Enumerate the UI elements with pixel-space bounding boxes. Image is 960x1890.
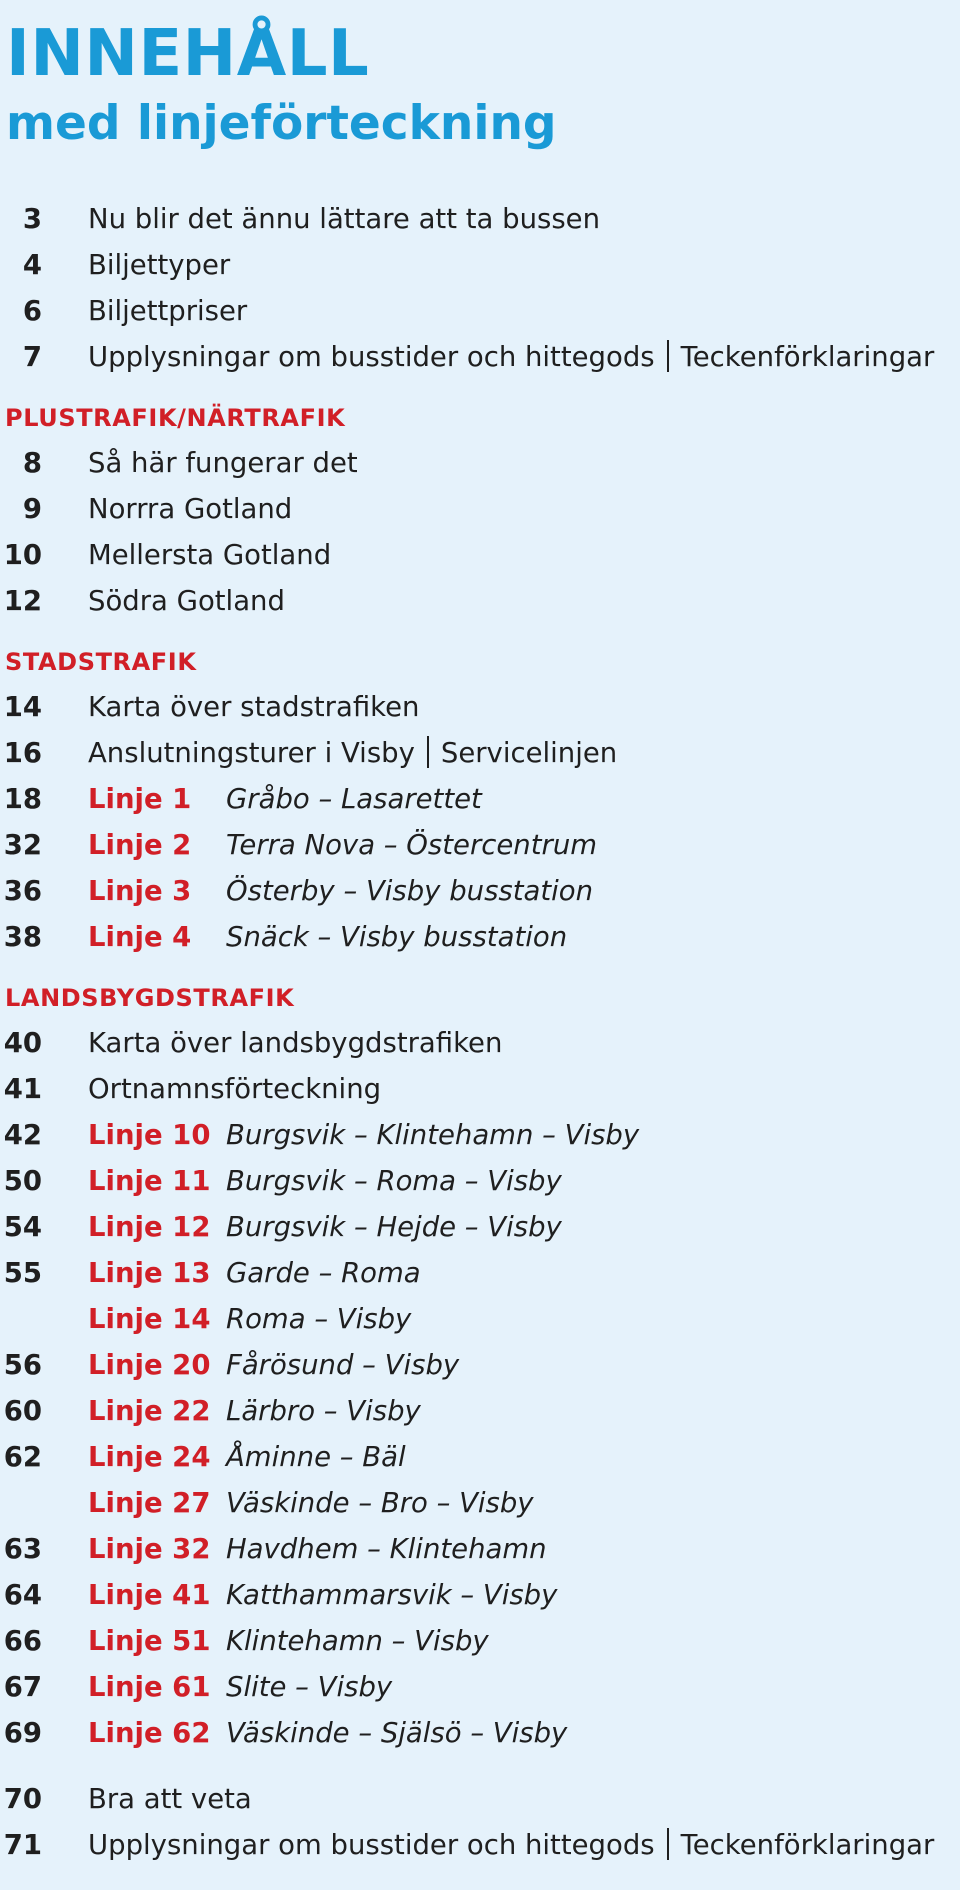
toc-entry[interactable] [0, 684, 960, 730]
route-text: Garde – Roma [226, 1257, 421, 1289]
page-number: 16 [3, 737, 42, 769]
line-label: Linje 2 [88, 829, 192, 861]
separator-bar [667, 1828, 669, 1860]
route-text: Snäck – Visby busstation [226, 921, 568, 953]
toc-entry[interactable] [0, 730, 960, 776]
entry-title: Biljettpriser [88, 295, 248, 327]
toc-line-entry[interactable] [0, 1342, 960, 1388]
page-number: 55 [3, 1257, 42, 1289]
entry-title: Mellersta Gotland [88, 539, 332, 571]
toc-line-entry[interactable] [0, 1664, 960, 1710]
section-heading-stadstrafik: STADSTRAFIK [5, 648, 197, 676]
entry-title: Biljettyper [88, 249, 231, 281]
entry-title: Norrra Gotland [88, 493, 293, 525]
route-text: Lärbro – Visby [226, 1395, 421, 1427]
line-label: Linje 3 [88, 875, 192, 907]
page-number: 66 [3, 1625, 42, 1657]
page-number: 41 [3, 1073, 42, 1105]
line-label: Linje 4 [88, 921, 192, 953]
separator-bar [667, 340, 669, 372]
page-number: 60 [3, 1395, 42, 1427]
toc-line-entry[interactable] [0, 1296, 960, 1342]
entry-title-secondary: Teckenförklaringar [680, 341, 935, 373]
toc-entry[interactable] [0, 1776, 960, 1822]
entry-title-secondary: Servicelinjen [440, 737, 618, 769]
route-text: Burgsvik – Hejde – Visby [226, 1211, 562, 1243]
route-text: Österby – Visby busstation [226, 875, 594, 907]
route-text: Åminne – Bäl [226, 1441, 406, 1473]
page-number: 6 [22, 295, 42, 327]
page-number: 8 [22, 447, 42, 479]
page-number: 71 [3, 1829, 42, 1861]
page-number: 54 [3, 1211, 42, 1243]
line-label: Linje 10 [88, 1119, 211, 1151]
page-number: 38 [3, 921, 42, 953]
entry-title-group [88, 334, 934, 380]
line-label: Linje 12 [88, 1211, 211, 1243]
line-label: Linje 20 [88, 1349, 211, 1381]
toc-entry[interactable] [0, 486, 960, 532]
toc-line-entry[interactable] [0, 914, 960, 960]
toc-entry[interactable] [0, 1066, 960, 1112]
toc-entry[interactable] [0, 440, 960, 486]
toc-entry[interactable] [0, 242, 960, 288]
line-label: Linje 11 [88, 1165, 211, 1197]
toc-entry[interactable] [0, 288, 960, 334]
route-text: Havdhem – Klintehamn [226, 1533, 547, 1565]
page-number: 18 [3, 783, 42, 815]
entry-title: Bra att veta [88, 1783, 252, 1815]
route-text: Terra Nova – Östercentrum [226, 829, 598, 861]
page-number: 10 [3, 539, 42, 571]
table-of-contents [0, 196, 960, 1868]
page-number: 42 [3, 1119, 42, 1151]
route-text: Väskinde – Själsö – Visby [226, 1717, 568, 1749]
toc-line-entry[interactable] [0, 868, 960, 914]
page-number: 67 [3, 1671, 42, 1703]
entry-title: Karta över landsbygdstrafiken [88, 1027, 503, 1059]
route-text: Burgsvik – Klintehamn – Visby [226, 1119, 640, 1151]
page-number: 56 [3, 1349, 42, 1381]
entry-title: Så här fungerar det [88, 447, 358, 479]
section-heading-plustrafik: PLUSTRAFIK/NÄRTRAFIK [5, 404, 346, 432]
toc-line-entry[interactable] [0, 776, 960, 822]
line-label: Linje 24 [88, 1441, 211, 1473]
page-number: 63 [3, 1533, 42, 1565]
route-text: Burgsvik – Roma – Visby [226, 1165, 562, 1197]
toc-entry[interactable] [0, 532, 960, 578]
toc-line-entry[interactable] [0, 1618, 960, 1664]
line-label: Linje 32 [88, 1533, 211, 1565]
line-label: Linje 27 [88, 1487, 211, 1519]
line-label: Linje 41 [88, 1579, 211, 1611]
page-number: 14 [3, 691, 42, 723]
route-text: Gråbo – Lasarettet [226, 783, 482, 815]
line-label: Linje 51 [88, 1625, 211, 1657]
toc-line-entry[interactable] [0, 1710, 960, 1756]
page-title: INNEHÅLL [6, 17, 370, 91]
entry-title: Karta över stadstrafiken [88, 691, 420, 723]
entry-title: Ortnamnsförteckning [88, 1073, 382, 1105]
entry-title: Anslutningsturer i Visby [88, 737, 415, 769]
route-text: Roma – Visby [226, 1303, 412, 1335]
page-subtitle: med linjeförteckning [6, 96, 557, 151]
separator-bar [427, 736, 429, 768]
line-label: Linje 14 [88, 1303, 211, 1335]
page-number: 32 [3, 829, 42, 861]
entry-title: Nu blir det ännu lättare att ta bussen [88, 203, 600, 235]
toc-line-entry[interactable] [0, 1158, 960, 1204]
page-number: 62 [3, 1441, 42, 1473]
page-number: 40 [3, 1027, 42, 1059]
route-text: Slite – Visby [226, 1671, 393, 1703]
toc-line-entry[interactable] [0, 1480, 960, 1526]
line-label: Linje 13 [88, 1257, 211, 1289]
line-label: Linje 61 [88, 1671, 211, 1703]
toc-entry[interactable] [0, 578, 960, 624]
route-text: Fårösund – Visby [226, 1349, 460, 1381]
toc-line-entry[interactable] [0, 822, 960, 868]
entry-title: Upplysningar om busstider och hittegods [88, 341, 655, 373]
toc-line-entry[interactable] [0, 1204, 960, 1250]
section-spacer [0, 1756, 960, 1776]
page-number: 50 [3, 1165, 42, 1197]
route-text: Klintehamn – Visby [226, 1625, 489, 1657]
toc-line-entry[interactable] [0, 1112, 960, 1158]
entry-title-group [88, 730, 617, 776]
toc-line-entry[interactable] [0, 1434, 960, 1480]
page-number: 3 [22, 203, 42, 235]
route-text: Väskinde – Bro – Visby [226, 1487, 534, 1519]
toc-entry[interactable] [0, 334, 960, 380]
line-label: Linje 22 [88, 1395, 211, 1427]
page-number: 36 [3, 875, 42, 907]
toc-entry[interactable] [0, 196, 960, 242]
line-label: Linje 62 [88, 1717, 211, 1749]
entry-title: Södra Gotland [88, 585, 285, 617]
page-number: 12 [3, 585, 42, 617]
page-number: 7 [22, 341, 42, 373]
page-number: 69 [3, 1717, 42, 1749]
toc-line-entry[interactable] [0, 1388, 960, 1434]
toc-entry[interactable] [0, 1822, 960, 1868]
page-number: 64 [3, 1579, 42, 1611]
entry-title-secondary: Teckenförklaringar [680, 1829, 935, 1861]
entry-title-group [88, 1822, 934, 1868]
section-heading-landsbygdstrafik: LANDSBYGDSTRAFIK [5, 984, 295, 1012]
toc-line-entry[interactable] [0, 1526, 960, 1572]
line-label: Linje 1 [88, 783, 192, 815]
route-text: Katthammarsvik – Visby [226, 1579, 558, 1611]
toc-entry[interactable] [0, 1020, 960, 1066]
page-number: 4 [22, 249, 42, 281]
entry-title: Upplysningar om busstider och hittegods [88, 1829, 655, 1861]
page-number: 70 [3, 1783, 42, 1815]
toc-line-entry[interactable] [0, 1572, 960, 1618]
toc-line-entry[interactable] [0, 1250, 960, 1296]
page-number: 9 [22, 493, 42, 525]
